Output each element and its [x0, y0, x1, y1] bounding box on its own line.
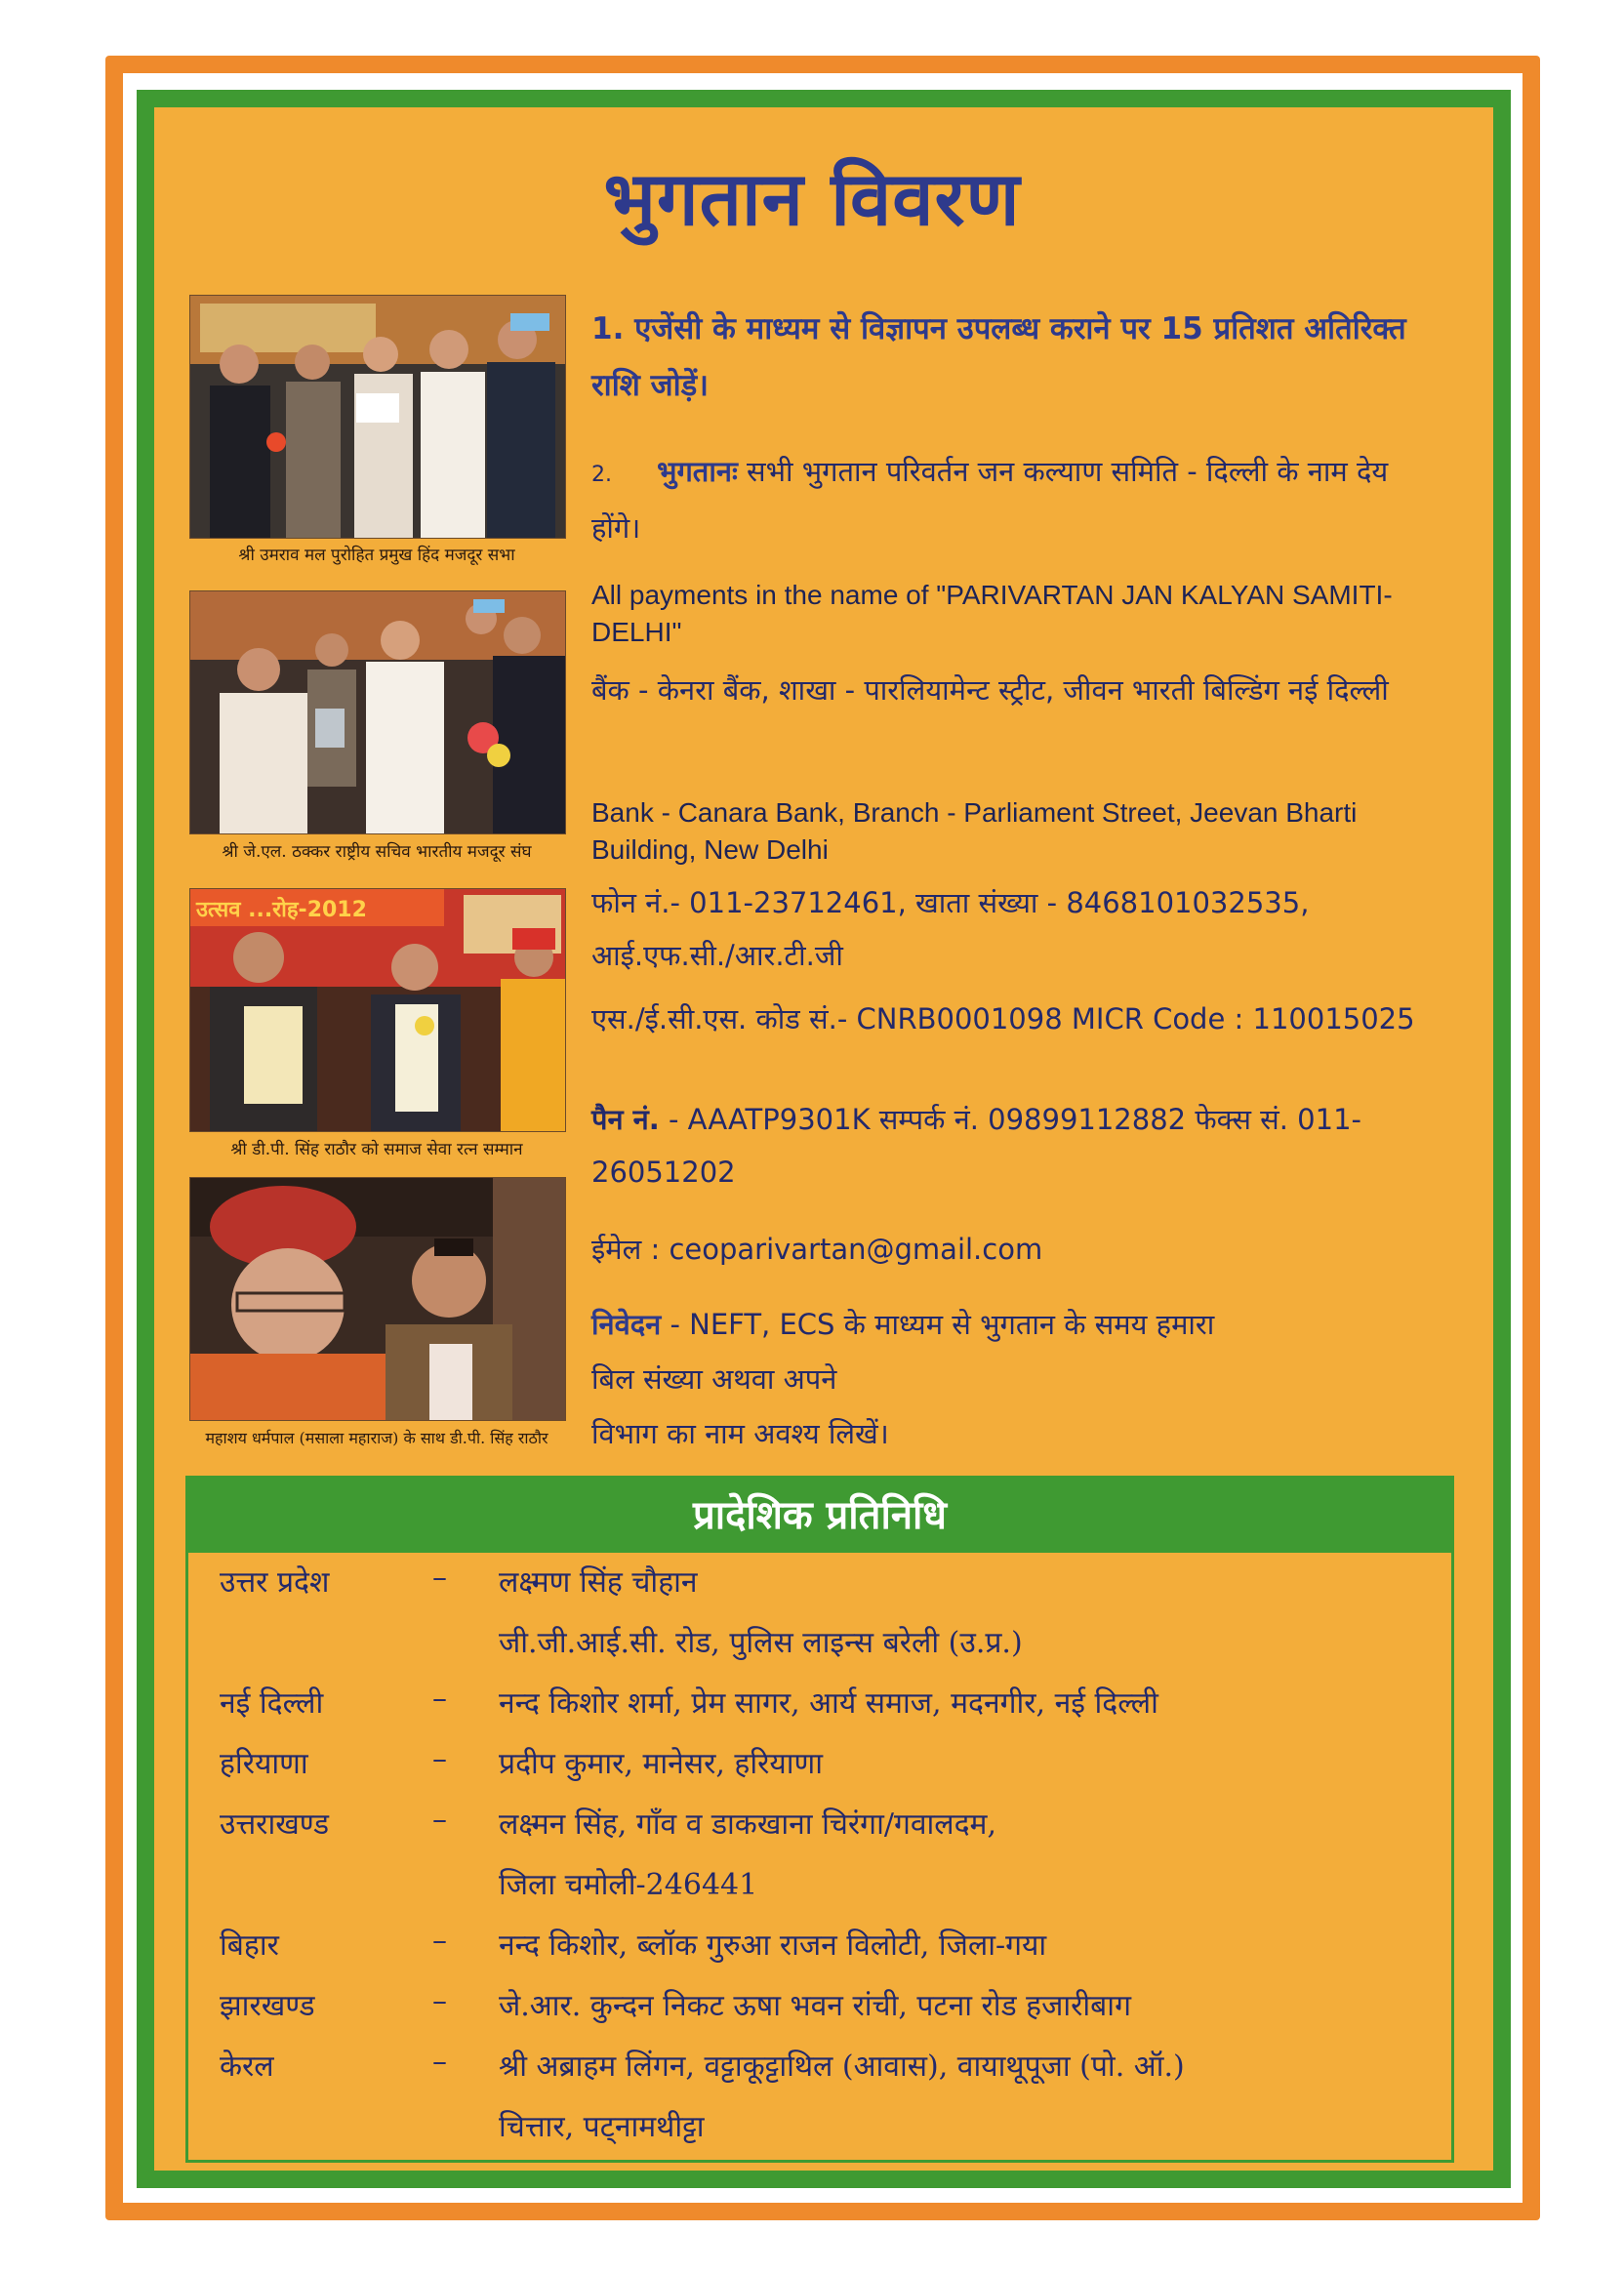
- photo-award-1: [189, 295, 566, 539]
- state-name: हरियाणा: [220, 1747, 308, 1781]
- row-dash: –: [432, 2045, 447, 2079]
- photo-caption-2: श्री जे.एल. ठक्कर राष्ट्रीय सचिव भारतीय मजदूर संघ: [222, 842, 532, 862]
- row-dash: –: [432, 1682, 447, 1716]
- row-dash: –: [432, 1742, 447, 1776]
- regional-heading: प्रादेशिक प्रतिनिधि: [188, 1479, 1451, 1553]
- request-note: [591, 1298, 1421, 1460]
- photo-award-3: [189, 888, 566, 1132]
- photo-caption-3: श्री डी.पी. सिंह राठौर को समाज सेवा रत्न सम्मान: [230, 1140, 523, 1159]
- state-name: बिहार: [220, 1928, 279, 1963]
- photo-caption-4: महाशय धर्मपाल (मसाला महाराज) के साथ डी.पी. सिंह राठौर: [205, 1429, 548, 1447]
- agency-note: 1. एजेंसी के माध्यम से विज्ञापन उपलब्ध कराने पर 15 प्रतिशत अतिरिक्त राशि जोड़ें।: [591, 311, 1406, 403]
- regional-representatives: [185, 1476, 1454, 2163]
- representative-detail: नन्द किशोर, ब्लॉक गुरुआ राजन विलोटी, जिला-गया: [499, 1928, 1047, 1963]
- page-title: भुगतान विवरण: [603, 155, 1021, 242]
- regional-row: [188, 1561, 1451, 1621]
- representative-detail: श्री अब्राहम लिंगन, वट्टाकूट्टाथिल (आवास), वायाथूपूजा (पो. ऑ.): [499, 2050, 1185, 2084]
- phone-account: फोन नं.- 011-23712461, खाता संख्या - 8468101032535, आई.एफ.सी./आर.टी.जी: [591, 886, 1310, 972]
- pan-label: पैन नं.: [591, 1103, 660, 1136]
- pan-text: - AAATP9301K सम्पर्क नं. 09899112882 फेक्स सं. 011-26051202: [591, 1103, 1361, 1189]
- regional-row: [188, 1682, 1451, 1742]
- row-dash: –: [432, 1803, 447, 1837]
- photo-award-4: [189, 1177, 566, 1421]
- photo-caption-1: श्री उमराव मल पुरोहित प्रमुख हिंद मजदूर सभा: [238, 546, 515, 565]
- ifsc-micr: एस./ई.सी.एस. कोड सं.- CNRB0001098 MICR Code : 110015025: [591, 1002, 1415, 1035]
- representative-detail: जिला चमोली-246441: [499, 1868, 758, 1902]
- photo-banner-text: उत्सव ...रोह-2012: [196, 898, 367, 922]
- payment-note-label: भुगतानः: [657, 455, 738, 488]
- regional-row: [188, 1984, 1451, 2045]
- request-line-1: - NEFT, ECS के माध्यम से भुगतान के समय हमारा: [661, 1308, 1215, 1341]
- representative-detail: प्रदीप कुमार, मानेसर, हरियाणा: [499, 1747, 824, 1781]
- representative-detail: लक्ष्मण सिंह चौहान: [499, 1565, 698, 1600]
- representative-detail: लक्ष्मन सिंह, गाँव व डाकखाना चिरंगा/गवालदम,: [499, 1807, 997, 1842]
- request-line-3: विभाग का नाम अवश्य लिखें।: [591, 1417, 889, 1450]
- email: ईमेल : ceoparivartan@gmail.com: [591, 1233, 1043, 1266]
- state-name: केरल: [220, 2050, 274, 2084]
- bank-details-hi: बैंक - केनरा बैंक, शाखा - पारलियामेन्ट स्ट्रीट, जीवन भारती बिल्डिंग नई दिल्ली: [591, 673, 1389, 707]
- request-label: निवेदन: [591, 1308, 662, 1341]
- regional-row: [188, 1863, 1451, 1924]
- pan-contact: [591, 1093, 1421, 1198]
- regional-row: [188, 1621, 1451, 1682]
- request-line-2: बिल संख्या अथवा अपने: [591, 1362, 837, 1396]
- payment-note-number: 2.: [591, 463, 612, 487]
- regional-row: [188, 1803, 1451, 1863]
- state-name: उत्तर प्रदेश: [220, 1565, 330, 1600]
- row-dash: –: [432, 1924, 447, 1958]
- regional-row: [188, 2105, 1451, 2166]
- state-name: झारखण्ड: [220, 1989, 315, 2023]
- payment-note-text: सभी भुगतान परिवर्तन जन कल्याण समिति - दिल्ली के नाम देय होंगे।: [591, 455, 1389, 545]
- state-name: नई दिल्ली: [220, 1686, 324, 1721]
- representative-detail: चित्तार, पट्नामथीट्टा: [499, 2110, 705, 2144]
- regional-row: [188, 1742, 1451, 1803]
- row-dash: –: [432, 1984, 447, 2018]
- payee-name-en: All payments in the name of "PARIVARTAN JAN KALYAN SAMITI-DELHI": [591, 580, 1393, 647]
- regional-row: [188, 2045, 1451, 2105]
- regional-row: [188, 1924, 1451, 1984]
- representative-detail: जे.आर. कुन्दन निकट ऊषा भवन रांची, पटना रोड हजारीबाग: [499, 1989, 1131, 2023]
- bank-details-en: Bank - Canara Bank, Branch - Parliament Street, Jeevan Bharti Building, New Delhi: [591, 797, 1358, 865]
- state-name: उत्तराखण्ड: [220, 1807, 330, 1842]
- photo-award-2: [189, 590, 566, 834]
- payment-note: [591, 445, 1421, 554]
- row-dash: –: [432, 1561, 447, 1595]
- representative-detail: नन्द किशोर शर्मा, प्रेम सागर, आर्य समाज, मदनगीर, नई दिल्ली: [499, 1686, 1158, 1721]
- representative-detail: जी.जी.आई.सी. रोड, पुलिस लाइन्स बरेली (उ.प्र.): [499, 1626, 1023, 1660]
